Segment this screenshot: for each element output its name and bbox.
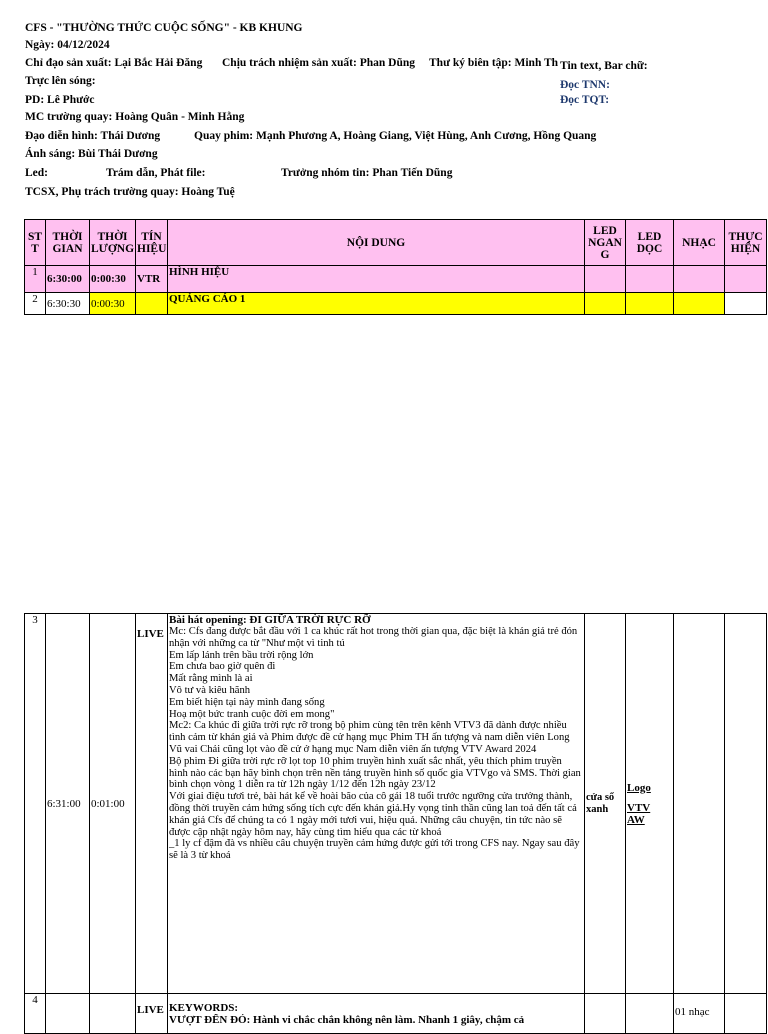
table-header-row (25, 220, 767, 266)
row-led-v (626, 293, 674, 315)
doc-tnn-label: Đọc TNN: (560, 79, 610, 91)
row-content (168, 994, 585, 1034)
col-exec-header: THỰC HIỆN (725, 220, 767, 266)
row-content: HÌNH HIỆU (168, 266, 585, 293)
date-line: Ngày: 04/12/2024 (25, 39, 110, 51)
row-exec (725, 614, 767, 994)
row-music: 01 nhạc (674, 994, 725, 1034)
segment-title: Bài hát opening: ĐI GIỮA TRỜI RỰC RỠ (169, 614, 371, 626)
row-led-h (585, 994, 626, 1034)
rundown-table-continued (24, 613, 767, 1034)
document-title: CFS - "THƯỜNG THỨC CUỘC SỐNG" - KB KHUNG (25, 22, 303, 34)
secretary-line: Thư ký biên tập: Minh Th (429, 57, 559, 69)
row-led-h: cửa sổ xanh (585, 614, 626, 994)
row-led-h (585, 266, 626, 293)
row-stt: 2 (25, 293, 46, 315)
mc-line: MC trường quay: Hoàng Quân - Minh Hằng (25, 111, 245, 123)
row-stt: 4 (25, 994, 46, 1034)
row-duration (90, 994, 136, 1034)
row-time: 6:30:30 (46, 293, 90, 315)
row-stt: 1 (25, 266, 46, 293)
col-content-header: NỘI DUNG (168, 220, 585, 266)
led-aw-text: AW (627, 813, 645, 826)
image-director-line: Đạo diễn hình: Thái Dương (25, 130, 161, 142)
row-duration: 0:00:30 (90, 266, 136, 293)
doc-tqt-label: Đọc TQT: (560, 94, 610, 106)
col-led-horizontal-header: LED NGAN G (585, 220, 626, 266)
keywords-title: KEYWORDS: (169, 1002, 239, 1014)
segment-script: Mc: Cfs đang được bắt đầu với 1 ca khúc rất hot trong thời gian qua, đặc biệt là khán giả trẻ đón nhận với những ca từ "Như một vì tinh tú Em lấp lánh trên bầu trời rộng lớn Em chưa bao giờ quên đi Mất rằng mình là ai Vô tư và kiêu hãnh Em biết hiện tại này mình đang sống Hoạ một bức tranh cuộc đời em mong" Mc2: Ca khúc đi giữa trời rực rỡ trong bộ phim cùng tên trên kênh VTV3 đã dành được nhiều tình cảm từ khán giả và Phim được đề cử hạng mục Phim TH ấn tượng và nam diễn viên Long Vũ vai Chải cũng lọt vào đề cử ở hạng mục Nam diễn viên ấn tượng VTV Award 2024 Bộ phim Đi giữa trời rực rỡ lọt top 10 phim truyền hình xuất sắc nhất, yêu thích phim truyền hình nào các bạn hãy bình chọn trên nền tảng truyền hình số quốc gia VTVgo và SMS. Thời gian bình chọn vòng 1 diễn ra từ 12h ngày 1/12 đến 12h ngày 23/12 Với giai điệu tươi trẻ, bài hát kể về hoài bão của cô gái 18 tuổi trước ngưỡng cửa trưởng thành, đồng thời truyền cảm hứng sống tích cực đến khán giả.Hy vọng tinh thần cũng lan toả đến tất cả khán giả Cfs để chúng ta có 1 ngày mới tươi vui, hiệu quả. Những câu chuyện, tin tức nào sẽ được cập nhật ngày hôm nay, hãy cùng tìm hiểu qua các từ khoá _1 ly cf đậm đà vs nhiều câu chuyện truyền cảm hứng được gửi tới trong CFS nay. Ngay sau đây sẽ là 3 từ khoá (169, 626, 581, 862)
row-signal (136, 293, 168, 315)
director-line: Chỉ đạo sản xuất: Lại Bắc Hải Đăng (25, 57, 203, 69)
tin-text-label: Tin text, Bar chữ: (560, 60, 648, 72)
table-row (25, 293, 767, 315)
news-lead-line: Trưởng nhóm tin: Phan Tiến Dũng (281, 167, 453, 179)
lighting-line: Ánh sáng: Bùi Thái Dương (25, 148, 158, 160)
live-duty-line: Trực lên sóng: (25, 75, 96, 87)
row-exec (725, 266, 767, 293)
producer-line: Chịu trách nhiệm sản xuất: Phan Dũng (222, 57, 415, 69)
col-time-header: THỜI GIAN (46, 220, 90, 266)
table-row (25, 614, 767, 994)
row-music (674, 266, 725, 293)
table-row (25, 994, 767, 1034)
rundown-table (24, 219, 767, 315)
keywords-line: VƯỢT ĐẾN ĐÓ: Hành vi chắc chắn không nên làm. Nhanh 1 giây, chậm cả (169, 1014, 525, 1026)
row-time: 6:31:00 (46, 614, 90, 994)
tram-dan-line: Trám dẫn, Phát file: (106, 167, 206, 179)
row-time (46, 994, 90, 1034)
row-content (168, 614, 585, 994)
row-signal: LIVE (136, 614, 168, 994)
pd-line: PD: Lê Phước (25, 94, 95, 106)
row-exec (725, 293, 767, 315)
led-vtv-text: VTV (627, 801, 651, 814)
row-content: QUẢNG CÁO 1 (168, 293, 585, 315)
row-time: 6:30:00 (46, 266, 90, 293)
row-exec (725, 994, 767, 1034)
row-led-v (626, 614, 674, 994)
camera-line: Quay phim: Mạnh Phương A, Hoàng Giang, Việt Hùng, Anh Cương, Hồng Quang (194, 130, 597, 142)
led-line: Led: (25, 167, 48, 179)
row-stt: 3 (25, 614, 46, 994)
row-signal: VTR (136, 266, 168, 293)
table-row (25, 266, 767, 293)
row-signal: LIVE (136, 994, 168, 1034)
row-duration: 0:00:30 (90, 293, 136, 315)
col-signal-header: TÍN HIỆU (136, 220, 168, 266)
row-music (674, 614, 725, 994)
row-led-v (626, 994, 674, 1034)
row-led-h (585, 293, 626, 315)
row-music (674, 293, 725, 315)
row-duration: 0:01:00 (90, 614, 136, 994)
col-led-vertical-header: LED DỌC (626, 220, 674, 266)
row-led-v (626, 266, 674, 293)
tcsx-line: TCSX, Phụ trách trường quay: Hoàng Tuệ (25, 186, 235, 198)
col-duration-header: THỜI LƯỢNG (90, 220, 136, 266)
led-logo-text: Logo (627, 781, 651, 794)
col-stt-header: ST T (25, 220, 46, 266)
col-music-header: NHẠC (674, 220, 725, 266)
